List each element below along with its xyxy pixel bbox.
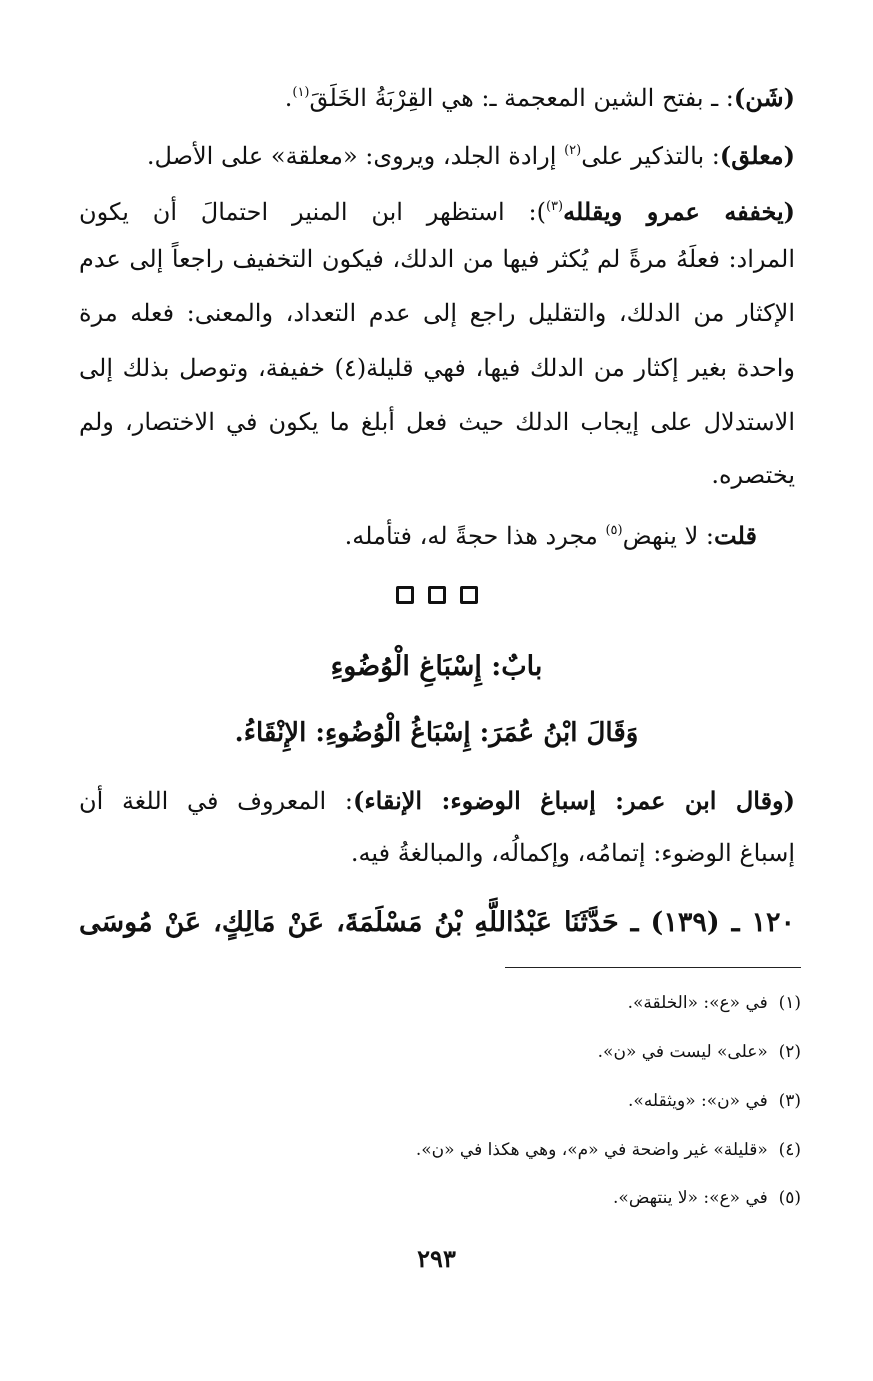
square-ornament-icon bbox=[428, 586, 446, 604]
footnote-text: في «ن»: «ويثقله». bbox=[628, 1091, 768, 1111]
footnote-2 bbox=[598, 1039, 801, 1065]
hadith-quote: وَقَالَ ابْنُ عُمَرَ: إِسْبَاغُ الْوُضُوءِ: الإِنْقَاءُ. bbox=[234, 718, 639, 748]
footnote-1 bbox=[628, 990, 801, 1016]
chapter-title: بابٌ: إِسْبَاغِ الْوُضُوءِ bbox=[330, 651, 543, 682]
footnote-ref-5: (٥) bbox=[605, 523, 623, 538]
footnote-ref-2: (٢) bbox=[564, 143, 582, 158]
footnote-text: «قليلة» غير واضحة في «م»، وهي هكذا في «ن». bbox=[415, 1140, 768, 1160]
footnote-4 bbox=[416, 1137, 801, 1163]
text-shan-def: : ـ بفتح الشين المعجمة ـ: هي القِرْبَةُ الخَلَقَ bbox=[309, 84, 734, 112]
qult-text-b: مجرد هذا حجةً له، فتأمله. bbox=[344, 522, 606, 550]
text-line-muallaq bbox=[147, 134, 795, 173]
section-divider-ornament bbox=[0, 586, 873, 604]
commentary-line-1 bbox=[79, 784, 795, 818]
hadith-isnad-line: ١٢٠ ـ (١٣٩) ـ حَدَّثَنَا عَبْدُاللَّهِ بْنُ مَسْلَمَةَ، عَنْ مَالِكٍ، عَنْ مُوسَى bbox=[79, 907, 795, 938]
text-line-yukhaffifuhu bbox=[79, 190, 795, 229]
text-line-shan bbox=[285, 76, 795, 115]
commentary-text: : المعروف في اللغة أن bbox=[79, 787, 353, 815]
footnote-text: في «ع»: «لا ينتهض». bbox=[613, 1188, 768, 1208]
footnote-number: (٢) bbox=[778, 1042, 801, 1062]
footnote-text: في «ع»: «الخلقة». bbox=[627, 993, 768, 1013]
square-ornament-icon bbox=[460, 586, 478, 604]
footnote-separator bbox=[505, 967, 801, 968]
paragraph-line: واحدة بغير إكثار من الدلك فيها، فهي قليلة(٤) خفيفة، وتوصل بذلك إلى bbox=[79, 354, 795, 382]
qult-text-a: : لا ينهض bbox=[622, 522, 715, 550]
term-yukhaffifuhu: (يخففه عمرو ويقلله bbox=[563, 197, 795, 226]
footnote-number: (٤) bbox=[778, 1140, 801, 1160]
paragraph-line: يختصره. bbox=[711, 461, 795, 489]
qult-label: قلت bbox=[714, 521, 757, 550]
footnote-number: (٥) bbox=[778, 1188, 801, 1208]
page-number: ٢٩٣ bbox=[417, 1244, 456, 1273]
paragraph-line: الإكثار من الدلك، والتقليل راجع إلى عدم التعداد، والمعنى: فعله مرة bbox=[79, 299, 795, 327]
commentary-quote: (وقال ابن عمر: إسباغ الوضوء: الإنقاء) bbox=[352, 786, 795, 815]
term-muallaq: (معلق) bbox=[719, 141, 795, 170]
commentary-line-2: إسباغ الوضوء: إتمامُه، وإكمالُه، والمبالغةُ فيه. bbox=[350, 839, 795, 867]
text-muallaq-b: إرادة الجلد، ويروى: «معلقة» على الأصل. bbox=[146, 142, 565, 170]
footnote-number: (٣) bbox=[778, 1091, 801, 1111]
footnote-number: (١) bbox=[778, 993, 801, 1013]
paragraph-line: المراد: فعلَهُ مرةً لم يُكثر فيها من الدلك، فيكون التخفيف راجعاً إلى عدم bbox=[79, 245, 795, 273]
text-yukhaffifuhu: ): استظهر ابن المنير احتمالَ أن يكون bbox=[79, 198, 546, 226]
text-muallaq-a: : بالتذكير على bbox=[581, 142, 720, 170]
qult-line bbox=[345, 514, 757, 553]
footnote-ref-3: (٣) bbox=[545, 199, 564, 214]
square-ornament-icon bbox=[396, 586, 414, 604]
term-shan: (شَن) bbox=[733, 83, 795, 112]
paragraph-line: الاستدلال على إيجاب الدلك حيث فعل أبلغ ما يكون في الاختصار، ولم bbox=[79, 408, 795, 436]
text-shan-tail: . bbox=[284, 84, 293, 112]
footnote-text: «على» ليست في «ن». bbox=[597, 1042, 768, 1062]
footnote-ref-1: (١) bbox=[292, 85, 310, 100]
footnote-3 bbox=[628, 1088, 801, 1114]
footnote-5 bbox=[613, 1185, 801, 1211]
